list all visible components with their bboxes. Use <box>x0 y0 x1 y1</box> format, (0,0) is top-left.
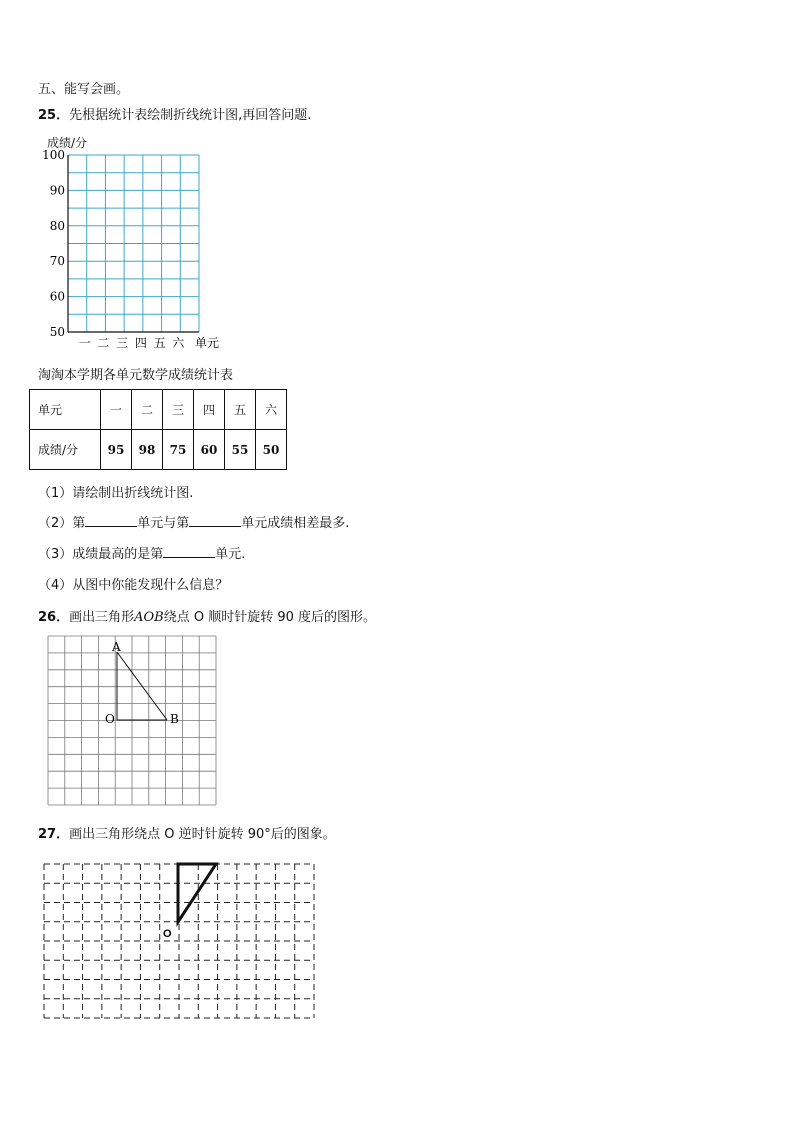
sub2-part-a: （2）第 <box>38 516 86 531</box>
point-label-o: O <box>105 712 115 726</box>
x-tick-label: 六 <box>172 336 185 350</box>
table-cell-score: 60 <box>194 430 225 470</box>
section-heading: 五、能写会画。 <box>38 82 130 97</box>
x-tick-label: 三 <box>116 336 129 350</box>
x-tick-label: 五 <box>153 336 166 350</box>
table-cell-unit: 一 <box>101 390 132 430</box>
table-cell-score: 55 <box>225 430 256 470</box>
x-tick-label: 二 <box>97 336 110 350</box>
q26-text-a: 画出三角形 <box>69 610 135 625</box>
x-unit-label: 单元 <box>195 336 220 350</box>
q27-text: 画出三角形绕点 O 逆时针旋转 90°后的图象。 <box>69 827 336 842</box>
sub2-part-c: 单元成绩相差最多. <box>241 516 350 531</box>
table-cell-unit: 五 <box>225 390 256 430</box>
q26-shape-name: AOB <box>134 610 164 625</box>
sub2-part-b: 单元与第 <box>137 516 190 531</box>
table-cell-unit: 二 <box>132 390 163 430</box>
table-header-unit: 单元 <box>30 390 101 430</box>
table-title: 淘淘本学期各单元数学成绩统计表 <box>38 368 234 383</box>
point-label-a: A <box>112 640 121 654</box>
chart-ylabel: 成绩/分 <box>47 136 88 150</box>
y-tick-label: 80 <box>49 218 65 233</box>
table-cell-score: 50 <box>256 430 287 470</box>
table-cell-score: 95 <box>101 430 132 470</box>
point-label-b: B <box>170 712 179 726</box>
q27-number: 27． <box>38 827 70 842</box>
q25-number: 25． <box>38 108 70 123</box>
y-tick-label: 70 <box>49 254 65 269</box>
table-cell-score: 98 <box>132 430 163 470</box>
q26-number: 26． <box>38 610 70 625</box>
point-label-o: O <box>163 928 172 940</box>
table-header-score: 成绩/分 <box>30 430 101 470</box>
q26-text-b: 绕点 O 顺时针旋转 90 度后的图形。 <box>163 610 377 625</box>
sub3-part-a: （3）成绩最高的是第 <box>38 547 164 562</box>
table-cell-unit: 六 <box>256 390 287 430</box>
y-tick-label: 60 <box>49 289 65 304</box>
x-tick-label: 一 <box>78 336 91 350</box>
table-cell-unit: 三 <box>163 390 194 430</box>
sub3-part-b: 单元. <box>215 547 246 562</box>
y-tick-label: 50 <box>49 325 65 339</box>
triangle-shape <box>178 864 216 922</box>
q25-sub4: （4）从图中你能发现什么信息？ <box>38 578 229 593</box>
y-tick-label: 100 <box>42 148 65 162</box>
y-tick-label: 90 <box>49 183 65 198</box>
x-tick-label: 四 <box>134 336 147 350</box>
table-cell-unit: 四 <box>194 390 225 430</box>
q25-sub1: （1）请绘制出折线统计图. <box>38 486 194 501</box>
table-cell-score: 75 <box>163 430 194 470</box>
q25-text: 先根据统计表绘制折线统计图,再回答问题. <box>69 108 312 123</box>
